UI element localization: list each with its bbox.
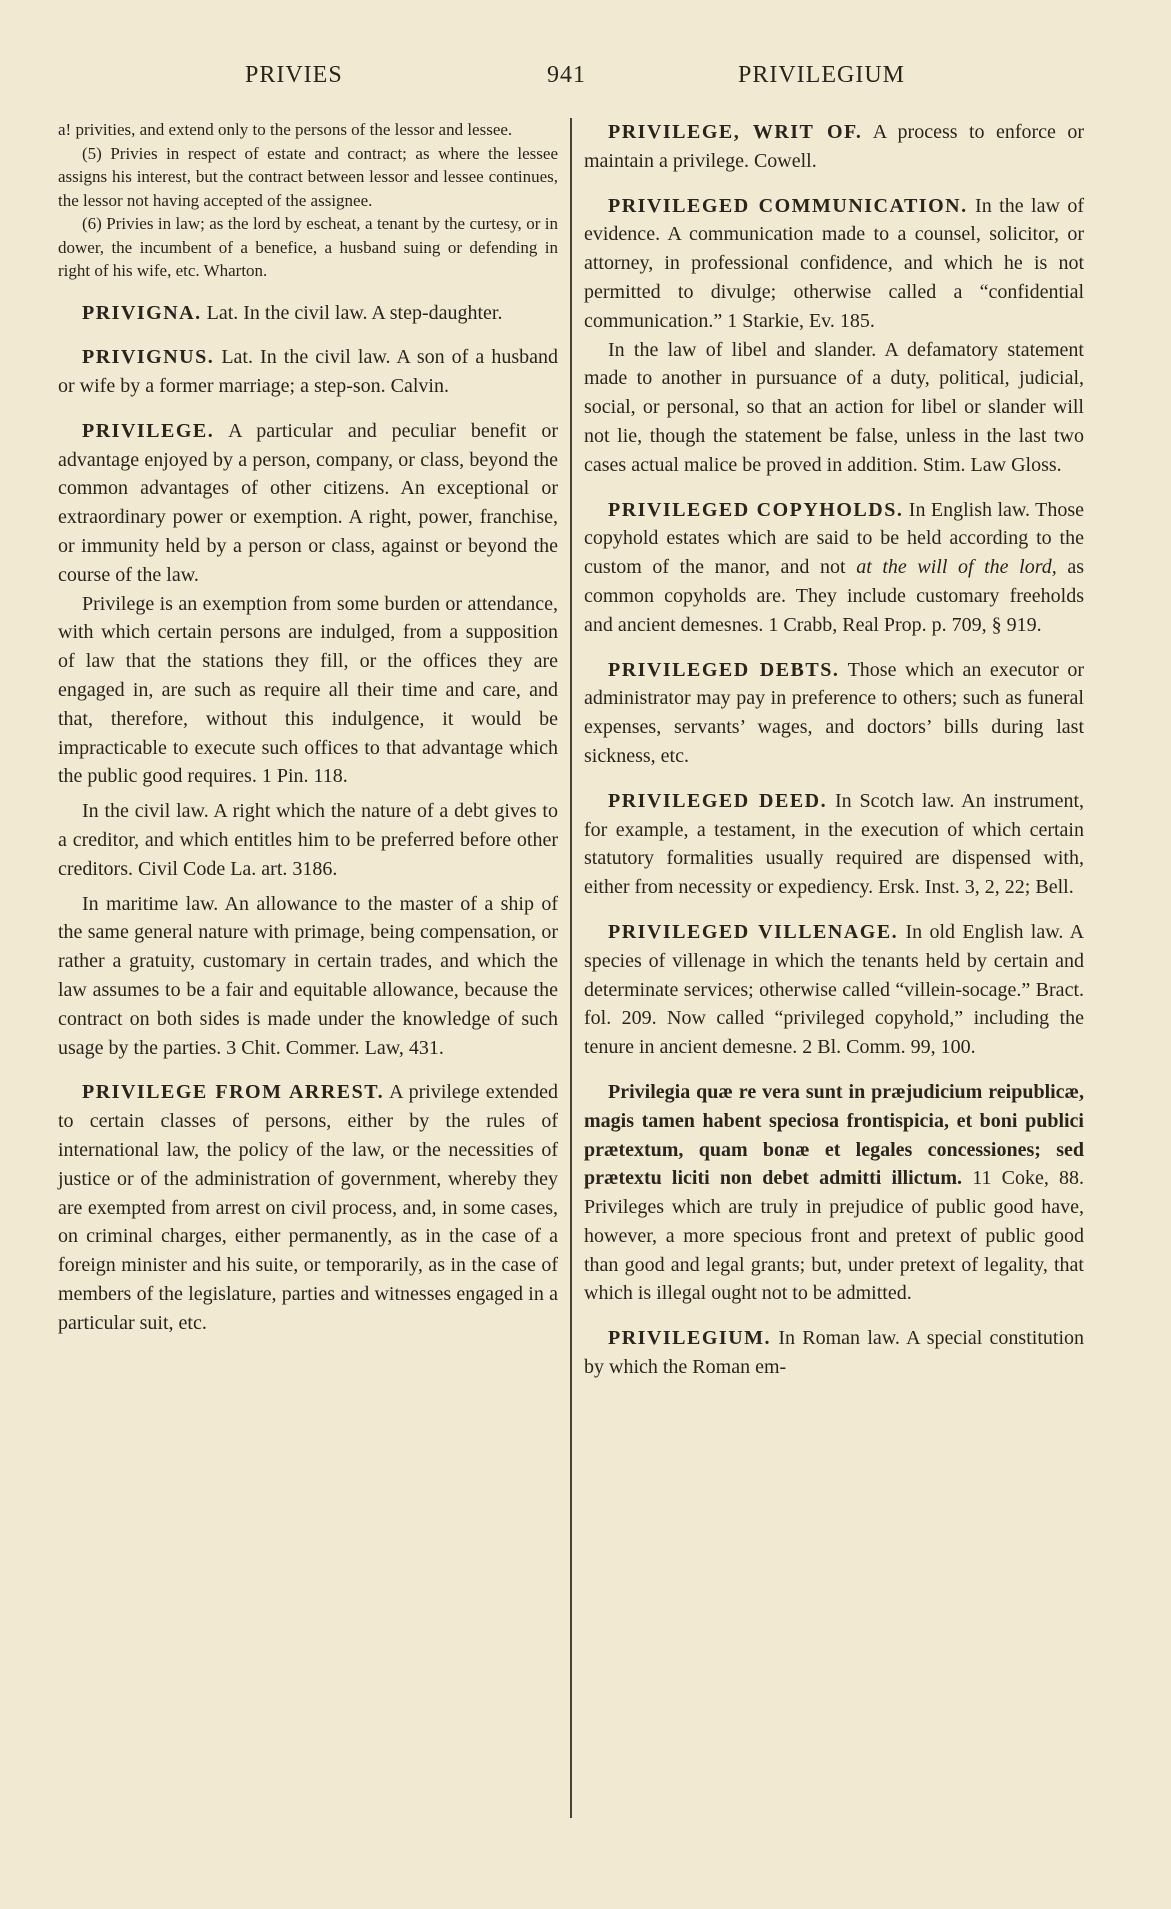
definition-privileged-villenage: In old English law. A species of villenage in which the tenants held by certain and determinate services; otherwise called “villein-socage.” Bract. fol. 209. Now called “privileged copyhold,” including the tenure in ancient demesne. 2 Bl. Comm. 99, 100. (584, 920, 1085, 1059)
definition-privilege-writ-of: A process to enforce or maintain a privilege. Cowell. (584, 121, 1084, 172)
entry-privileged-villenage (584, 918, 1084, 1062)
entry-privigna (58, 299, 558, 328)
entry-privignus (58, 343, 558, 401)
headword-privignus: PRIVIGNUS. (82, 346, 215, 369)
definition-privileged-debts: Those which an executor or administrator may pay in preference to others; such as funeral expenses, servants’ wages, and doctors’ bills during last sickness, etc. (584, 658, 1085, 767)
definition-privilege: A particular and peculiar benefit or advantage enjoyed by a person, company, or class, beyond the common advantages of other citizens. An exceptional or extraordinary power or exemption. A right, power, franchise, or immunity held by a person or class, against or beyond the course of the law. (58, 419, 558, 586)
headword-privigna: PRIVIGNA. (82, 301, 202, 324)
entry-privileged-deed (584, 787, 1084, 902)
running-head-right: PRIVILEGIUM (738, 62, 905, 88)
headword-privileged-debts: PRIVILEGED DEBTS. (608, 658, 840, 681)
privilege-p4: In maritime law. An allowance to the master of a ship of the same general nature with primage, being compensation, or rather a gratuity, customary in certain trades, and which the law assumes to be a fair and equitable allowance, because the contract on both sides is made under the knowledge of such usage by the parties. 3 Chit. Commer. Law, 431. (58, 892, 558, 1059)
headword-privilegium: PRIVILEGIUM. (608, 1327, 772, 1350)
definition-copyholds-b: as common copyholds are. They include customary freeholds and ancient demesnes. 1 Crabb, Real Prop. p. 709, § 919. (584, 556, 1085, 636)
headword-privileged-deed: PRIVILEGED DEED. (608, 789, 828, 812)
headword-privileged-villenage: PRIVILEGED VILLENAGE. (608, 920, 899, 943)
definition-privileged-deed: In Scotch law. An instrument, for example, a testament, in the execution of which certain statutory formalities usually required are dispensed with, either from necessity or expediency. Ersk. Inst. 3, 2, 22; Bell. (584, 789, 1085, 899)
definition-privigna: Lat. In the civil law. A step-daughter. (206, 301, 503, 324)
privilege-p1 (58, 417, 558, 590)
entry-privilege (58, 417, 558, 1063)
headword-privilege-writ-of: PRIVILEGE, WRIT OF. (608, 121, 863, 143)
privilege-p3: In the civil law. A right which the nature of a debt gives to a creditor, and which entitles him to be preferred before other creditors. Civil Code La. art. 3186. (58, 800, 558, 880)
headword-privilege: PRIVILEGE. (82, 419, 215, 442)
definition-privignus: Lat. In the civil law. A son of a husband or wife by a former marriage; a step-son. Calvin. (58, 346, 559, 398)
communication-p2: In the law of libel and slander. A defamatory statement made to another in pursuance of a duty, political, judicial, social, or personal, so that an action for libel or slander will not lie, though the statement be false, unless in the last two cases actual malice be proved in addition. Stim. Law Gloss. (584, 338, 1084, 476)
column-divider (570, 118, 572, 1818)
headword-privileged-copyholds: PRIVILEGED COPYHOLDS. (608, 498, 904, 521)
definition-privilege-from-arrest: A privilege extended to certain classes of persons, either by the rules of international law, the policy of the law, or the necessities of justice or of the administration of government, whereby they are exempted from arrest on civil process, and, in some cases, on criminal charges, either permanently, as in the case of a foreign minister and his suite, or temporarily, as in the case of members of the legislature, parties and witnesses engaged in a particular suit, etc. (58, 1081, 558, 1334)
entry-privilege-from-arrest (58, 1078, 558, 1337)
page-number: 941 (547, 62, 586, 88)
definition-privilegium: In Roman law. A special constitution by which the Roman em- (584, 1327, 1085, 1379)
privies-cont-1: a! privities, and extend only to the persons of the lessor and lessee. (58, 120, 513, 139)
maxim-latin: Privilegia quæ re vera sunt in præjudicium reipublicæ, magis tamen habent speciosa frontispicia, et boni publici prætextum, quam bonæ et legales concessiones; sed prætextu liciti non debet admitti illictum. (584, 1080, 1084, 1190)
running-head (0, 62, 1171, 98)
headword-privilege-from-arrest: PRIVILEGE FROM ARREST. (82, 1081, 385, 1104)
entry-privileged-debts (584, 656, 1084, 771)
entry-privilegium (584, 1324, 1084, 1382)
communication-p1 (584, 192, 1084, 336)
privies-cont-3: (6) Privies in law; as the lord by escheat, a tenant by the curtesy, or in dower, the incumbent of a benefice, a husband suing or defending in right of his wife, etc. Wharton. (58, 214, 558, 280)
maxim-translation: 11 Coke, 88. Privileges which are truly in prejudice of public good have, however, a more specious front and pretext of public good than good and legal grants; but, under pretext of legality, that which is illegal ought not to be admitted. (584, 1167, 1085, 1305)
entry-privileged-communication (584, 192, 1084, 480)
entry-maxim-privilegia (584, 1078, 1084, 1308)
privies-continuation (58, 118, 558, 283)
privies-cont-2: (5) Privies in respect of estate and contract; as where the lessee assigns his interest, but the contract between lessor and lessee continues, the lessor not having accepted of the assignee. (58, 143, 558, 210)
right-column (584, 118, 1084, 1398)
definition-privileged-communication: In the law of evidence. A communication made to a counsel, solicitor, or attorney, in professional confidence, and which he is not permitted to divulge; otherwise called a “confidential communication.” 1 Starkie, Ev. 185. (584, 194, 1085, 332)
entry-privileged-copyholds (584, 496, 1084, 640)
privilege-p2: Privilege is an exemption from some burden or attendance, with which certain persons are indulged, from a supposition of law that the stations they fill, or the offices they are engaged in, are such as require all their time and care, and that, therefore, without this indulgence, it would be impracticable to execute such offices to that advantage which the public good requires. 1 Pin. 118. (58, 592, 558, 788)
definition-copyholds-italic: at the will of the lord, (856, 556, 1057, 579)
left-column (58, 118, 558, 1354)
spacer (58, 283, 558, 299)
headword-privileged-communication: PRIVILEGED COMMUNICATION. (608, 194, 968, 217)
entry-privilege-writ-of (584, 118, 1084, 176)
definition-copyholds-a: In English law. Those copyhold estates which are said to be held according to the custom of the manor, and not (584, 498, 1084, 579)
running-head-left: PRIVIES (245, 62, 343, 88)
